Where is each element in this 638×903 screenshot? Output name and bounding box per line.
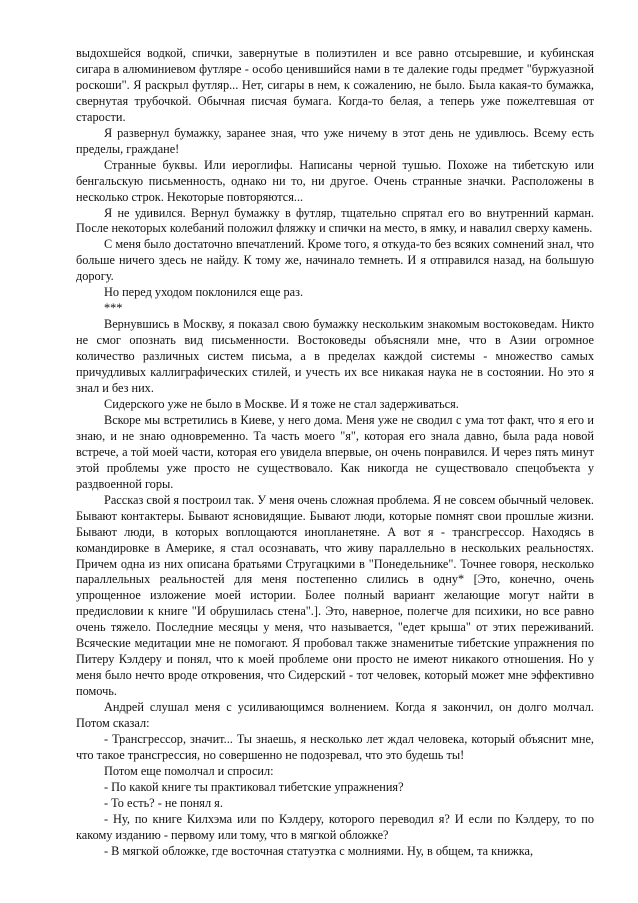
paragraph-17: - В мягкой обложке, где восточная статуэтка с молниями. Ну, в общем, та книжка, [104,843,534,858]
paragraph-13: Потом еще помолчал и спросил: [104,763,274,778]
paragraph-5: С меня было достаточно впечатлений. Кроме того, я откуда-то без всяких сомнений знал, что больше ничего здесь не найду. К тому же, начинало темнеть. И я отправился назад, на большую дорогу. [76,237,594,284]
paragraph-8: Сидерского уже не было в Москве. И я тоже не стал задерживаться. [104,396,459,411]
section-divider: *** [104,301,123,316]
paragraph-3: Странные буквы. Или иероглифы. Написаны черной тушью. Похоже на тибетскую или бенгальскую письменность, однако ни то, ни другое. Очень странные значки. Расположены в несколько строк. Некоторые повторяются... [76,157,594,204]
document-page [76,46,594,860]
paragraph-1: выдохшейся водкой, спички, завернутые в полиэтилен и все равно отсыревшие, и кубинская сигара в алюминиевом футляре - особо ценившийся нами в те далекие годы предмет "буржуазной роскоши". Я раскрыл футляр... Нет, сигары в нем, к сожалению, не было. Была какая-то бумажка, свернутая трубочкой. Обычная писчая бумага. Когда-то белая, а теперь уже пожелтевшая от старости. [76,46,594,124]
paragraph-15: - То есть? - не понял я. [104,795,223,810]
paragraph-12: - Трансгрессор, значит... Ты знаешь, я несколько лет ждал человека, который объяснит мне, что такое трансгрессия, но совершенно не подозревал, что это будешь ты! [76,731,594,762]
paragraph-14: - По какой книге ты практиковал тибетские упражнения? [104,779,404,794]
paragraph-10: Рассказ свой я построил так. У меня очень сложная проблема. Я не совсем обычный человек. Бывают контактеры. Бывают ясновидящие. Бывают люди, которые помнят свои прошлые жизни. Бывают люди, в которых воплощаются инопланетяне. А вот я - трансгрессор. Находясь в командировке в Америке, я стал осознавать, что живу параллельно в нескольких реальностях. Причем одна из них описана братьями Стругацкими в "Понедельнике". Точнее говоря, несколько параллельных реальностей для меня постепенно слились в одну* [Это, конечно, очень упрощенное изложение моей истории. Более полный вариант желающие могут найти в предисловии к книге "И обрушилась стена".]. Это, наверное, полегче для психики, но все равно очень тяжело. Последние месяцы у меня, что называется, "едет крыша" от этих переживаний. Всяческие медитации мне не помогают. Я пробовал также знаменитые тибетские упражнения по Питеру Кэлдеру и понял, что к моей проблеме они просто не имеют никакого отношения. Но у меня было нечто вроде откровения, что Сидерский - тот человек, который может мне эффективно помочь. [76,492,594,699]
paragraph-16: - Ну, по книге Килхэма или по Кэлдеру, которого переводил я? И если по Кэлдеру, то по какому изданию - первому или тому, что в мягкой обложке? [76,811,594,842]
paragraph-11: Андрей слушал меня с усиливающимся волнением. Когда я закончил, он долго молчал. Потом сказал: [76,700,594,731]
paragraph-9: Вскоре мы встретились в Киеве, у него дома. Меня уже не сводил с ума тот факт, что я его и знаю, и не знаю одновременно. Та часть моего "я", которая его знала давно, была рада новой встрече, а той моей части, которая его увидела впервые, он очень понравился. И через пять минут этой проблемы уже просто не существовало. Как никогда не существовало спецобъекта у раздвоенной горы. [76,412,594,491]
paragraph-6: Но перед уходом поклонился еще раз. [104,285,304,300]
paragraph-2: Я развернул бумажку, заранее зная, что уже ничему в этот день не удивлюсь. Всему есть пределы, граждане! [76,125,594,156]
paragraph-4: Я не удивился. Вернул бумажку в футляр, тщательно спрятал его во внутренний карман. После некоторых колебаний положил фляжку и спички на место, в ямку, и навалил сверху камень. [76,205,594,236]
paragraph-7: Вернувшись в Москву, я показал свою бумажку нескольким знакомым востоковедам. Никто не смог опознать вид письменности. Востоковеды объясняли мне, что в Азии огромное количество различных систем письма, а в пределах каждой системы - множество самых причудливых каллиграфических стилей, и учесть их все никакая наука не в состоянии. Но это я знал и без них. [76,317,594,396]
